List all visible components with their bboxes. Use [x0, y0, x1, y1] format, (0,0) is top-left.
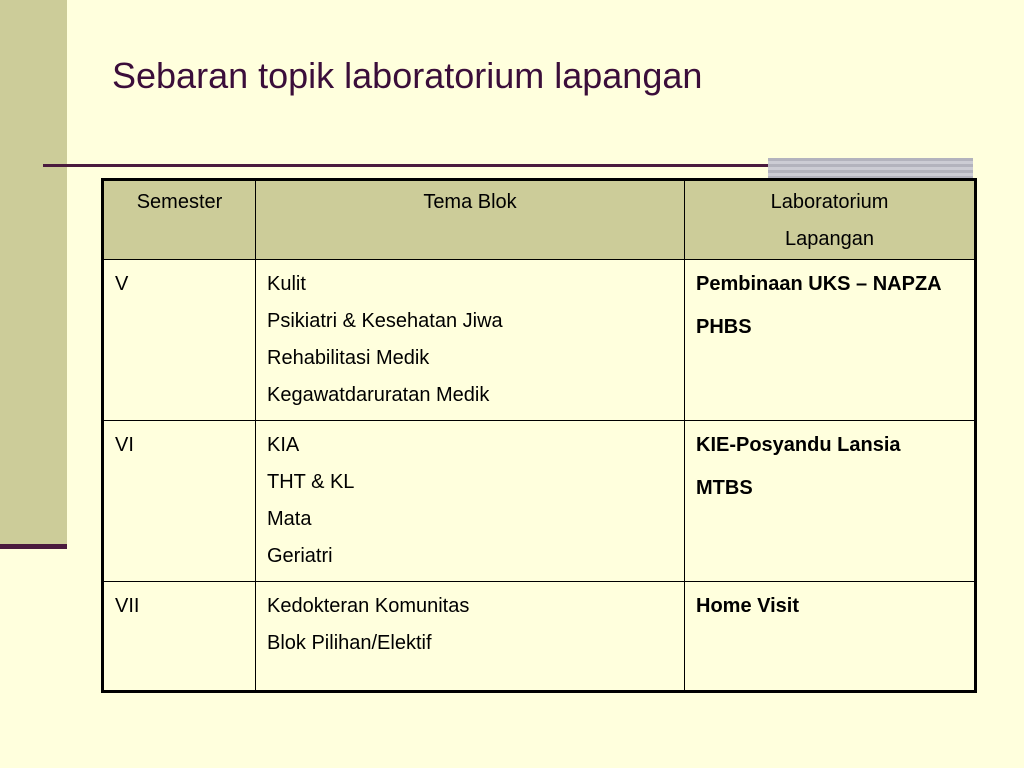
semester-cell: V [103, 260, 256, 421]
laboratorium-item: MTBS [696, 477, 753, 499]
tema-blok-item: Blok Pilihan/Elektif [267, 632, 432, 654]
laboratorium-cell [685, 421, 976, 582]
left-decorative-bar [0, 0, 67, 544]
laboratorium-item: PHBS [696, 316, 752, 338]
table-row [103, 421, 976, 582]
table-row [103, 260, 976, 421]
semester-cell: VII [103, 582, 256, 692]
title-divider [43, 164, 768, 167]
header-laboratorium-line1: Laboratorium [770, 191, 889, 213]
laboratorium-item: KIE-Posyandu Lansia [696, 434, 901, 456]
tema-blok-item: Rehabilitasi Medik [267, 347, 430, 369]
laboratorium-cell [685, 582, 976, 692]
table-row [103, 582, 976, 692]
laboratorium-item: Pembinaan UKS – NAPZA [696, 273, 942, 295]
tema-blok-cell [256, 582, 685, 692]
tema-blok-item: Mata [267, 508, 312, 530]
header-semester: Semester [103, 180, 256, 260]
accent-block [768, 158, 973, 178]
tema-blok-item: Kedokteran Komunitas [267, 595, 470, 617]
header-laboratorium [685, 180, 976, 260]
slide-title: Sebaran topik laboratorium lapangan [112, 55, 703, 96]
left-bar-underline [0, 544, 67, 549]
topics-table [101, 178, 977, 693]
laboratorium-item: Home Visit [696, 595, 799, 617]
tema-blok-item: Psikiatri & Kesehatan Jiwa [267, 310, 503, 332]
laboratorium-cell [685, 260, 976, 421]
header-tema-blok: Tema Blok [256, 180, 685, 260]
tema-blok-cell [256, 421, 685, 582]
tema-blok-item: THT & KL [267, 471, 355, 493]
header-laboratorium-line2: Lapangan [785, 228, 874, 250]
tema-blok-item: Kegawatdaruratan Medik [267, 384, 490, 406]
tema-blok-item: Geriatri [267, 545, 333, 567]
tema-blok-item: KIA [267, 434, 300, 456]
tema-blok-item: Kulit [267, 273, 306, 295]
tema-blok-cell [256, 260, 685, 421]
semester-cell: VI [103, 421, 256, 582]
table-header-row [103, 180, 976, 260]
